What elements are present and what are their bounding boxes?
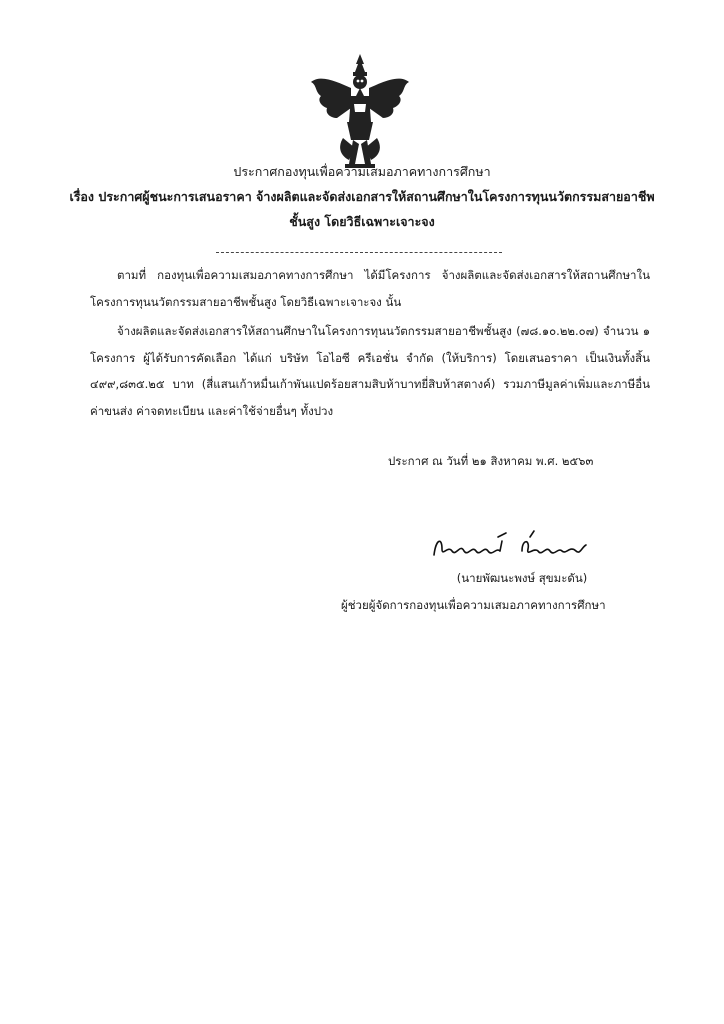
announcement-subject: เรื่อง ประกาศผู้ชนะการเสนอราคา จ้างผลิตและจัดส่งเอกสารให้สถานศึกษาในโครงการทุนนวัตกรรมสายอาชีพ	[69, 189, 655, 204]
handwritten-signature	[430, 527, 590, 567]
signatory-name: (นายพัฒนะพงษ์ สุขมะดัน)	[456, 571, 588, 585]
signatory-title: ผู้ช่วยผู้จัดการกองทุนเพื่อความเสมอภาคทางการศึกษา	[341, 598, 606, 612]
body-paragraph-1: ตามที่ กองทุนเพื่อความเสมอภาคทางการศึกษา ได้มีโครงการ จ้างผลิตและจัดส่งเอกสารให้สถานศึกษาในโครงการทุนนวัตกรรมสายอาชีพชั้นสูง โดยวิธีเฉพาะเจาะจง นั้น	[90, 268, 650, 309]
announcement-date: ประกาศ ณ วันที่ ๒๑ สิงหาคม พ.ศ. ๒๕๖๓	[388, 454, 594, 468]
garuda-emblem	[307, 52, 413, 170]
divider-line	[216, 252, 502, 253]
body-paragraph-2: จ้างผลิตและจัดส่งเอกสารให้สถานศึกษาในโครงการทุนนวัตกรรมสายอาชีพชั้นสูง (๗๘.๑๐.๒๒.๐๗) จำนวน ๑ โครงการ ผู้ได้รับการคัดเลือก ได้แก่ บริษัท โอไอซี ครีเอชั่น จำกัด (ให้บริการ) โดยเสนอราคา เป็นเงินทั้งสิ้น ๔๙๙,๘๓๕.๒๕ บาท (สี่แสนเก้าหมื่นเก้าพันแปดร้อยสามสิบห้าบาทยี่สิบห้าสตางค์) รวมภาษีมูลค่าเพิ่มและภาษีอื่น ค่าขนส่ง ค่าจดทะเบียน และค่าใช้จ่ายอื่นๆ ทั้งปวง	[90, 324, 650, 418]
announcement-organization: ประกาศกองทุนเพื่อความเสมอภาคทางการศึกษา	[233, 164, 491, 179]
announcement-subject-continued: ชั้นสูง โดยวิธีเฉพาะเจาะจง	[289, 214, 435, 229]
